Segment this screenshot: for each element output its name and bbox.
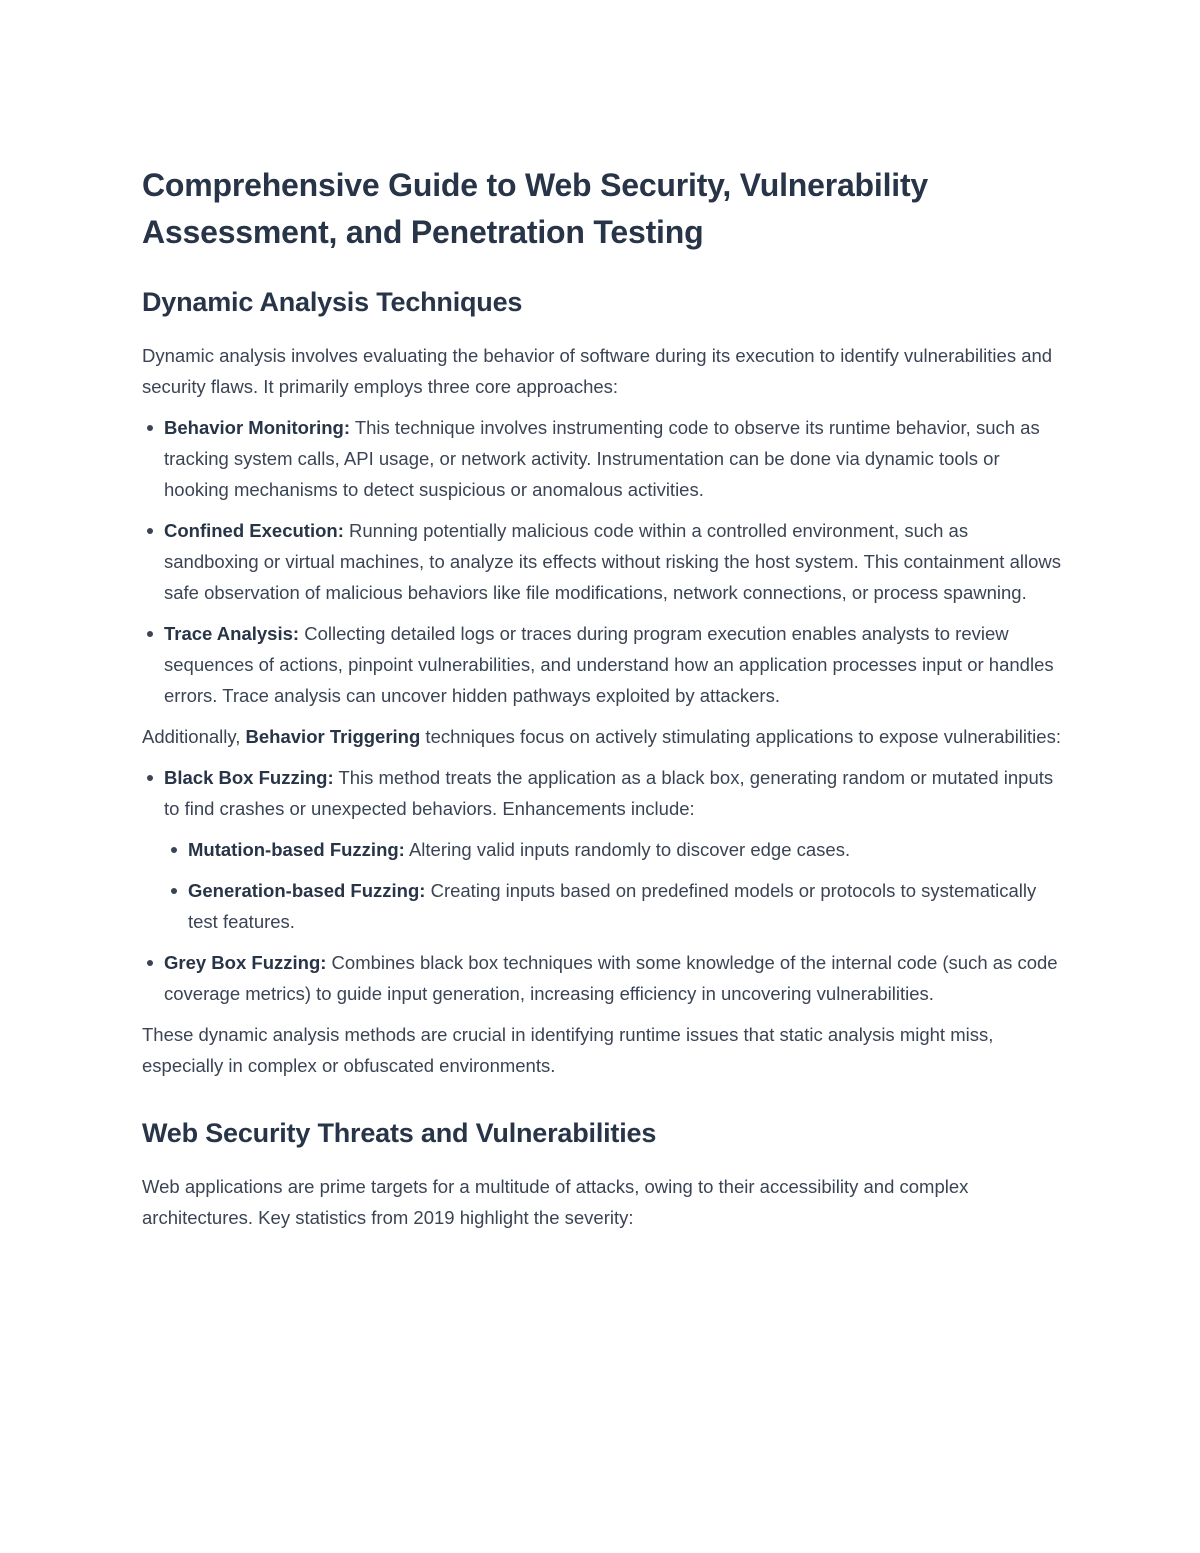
paragraph-text: Additionally, xyxy=(142,726,246,747)
paragraph-text: techniques focus on actively stimulating applications to expose vulnerabilities: xyxy=(420,726,1061,747)
behavior-triggering-intro xyxy=(142,721,1062,752)
list-item xyxy=(164,762,1062,937)
list-item-text: Combines black box techniques with some knowledge of the internal code (such as code coverage metrics) to guide input generation, increasing efficiency in uncovering vulnerabilities. xyxy=(164,952,1058,1004)
section-heading-web-security-threats: Web Security Threats and Vulnerabilities xyxy=(142,1118,657,1148)
dynamic-analysis-conclusion: These dynamic analysis methods are crucial in identifying runtime issues that static analysis might miss, especially in complex or obfuscated environments. xyxy=(142,1024,994,1076)
document-page xyxy=(142,162,1062,1243)
inline-term: Behavior Triggering xyxy=(245,726,421,747)
list-item xyxy=(164,412,1062,505)
list-item-text: This technique involves instrumenting code to observe its runtime behavior, such as tracking system calls, API usage, or network activity. Instrumentation can be done via dynamic tools or hooking mechanisms to detect suspicious or anomalous activities. xyxy=(164,417,1040,500)
list-item-term: Mutation-based Fuzzing: xyxy=(188,839,405,860)
dynamic-analysis-intro: Dynamic analysis involves evaluating the behavior of software during its execution to identify vulnerabilities and security flaws. It primarily employs three core approaches: xyxy=(142,345,1053,397)
document-title: Comprehensive Guide to Web Security, Vulnerability Assessment, and Penetration Testing xyxy=(142,167,929,250)
list-item xyxy=(164,947,1062,1009)
web-security-intro: Web applications are prime targets for a multitude of attacks, owing to their accessibility and complex architectures. Key statistics from 2019 highlight the severity: xyxy=(142,1176,969,1228)
fuzzing-list xyxy=(142,762,1062,1009)
list-item xyxy=(188,834,1062,865)
list-item-term: Grey Box Fuzzing: xyxy=(164,952,327,973)
fuzzing-enhancements-list xyxy=(164,834,1062,937)
list-item-term: Behavior Monitoring: xyxy=(164,417,351,438)
list-item xyxy=(164,618,1062,711)
core-approaches-list xyxy=(142,412,1062,711)
list-item-term: Trace Analysis: xyxy=(164,623,300,644)
list-item-text: Running potentially malicious code within a controlled environment, such as sandboxing or virtual machines, to analyze its effects without risking the host system. This containment allows safe observation of malicious behaviors like file modifications, network connections, or process spawning. xyxy=(164,520,1061,603)
list-item-term: Generation-based Fuzzing: xyxy=(188,880,426,901)
list-item xyxy=(188,875,1062,937)
section-heading-dynamic-analysis: Dynamic Analysis Techniques xyxy=(142,287,523,317)
list-item-text: Collecting detailed logs or traces during program execution enables analysts to review sequences of actions, pinpoint vulnerabilities, and understand how an application processes input or handles errors. Trace analysis can uncover hidden pathways exploited by attackers. xyxy=(164,623,1054,706)
list-item-term: Confined Execution: xyxy=(164,520,344,541)
list-item xyxy=(164,515,1062,608)
list-item-text: This method treats the application as a black box, generating random or mutated inputs to find crashes or unexpected behaviors. Enhancements include: xyxy=(164,767,1054,819)
list-item-term: Black Box Fuzzing: xyxy=(164,767,334,788)
list-item-text: Creating inputs based on predefined models or protocols to systematically test features. xyxy=(188,880,1037,932)
list-item-text: Altering valid inputs randomly to discover edge cases. xyxy=(404,839,851,860)
